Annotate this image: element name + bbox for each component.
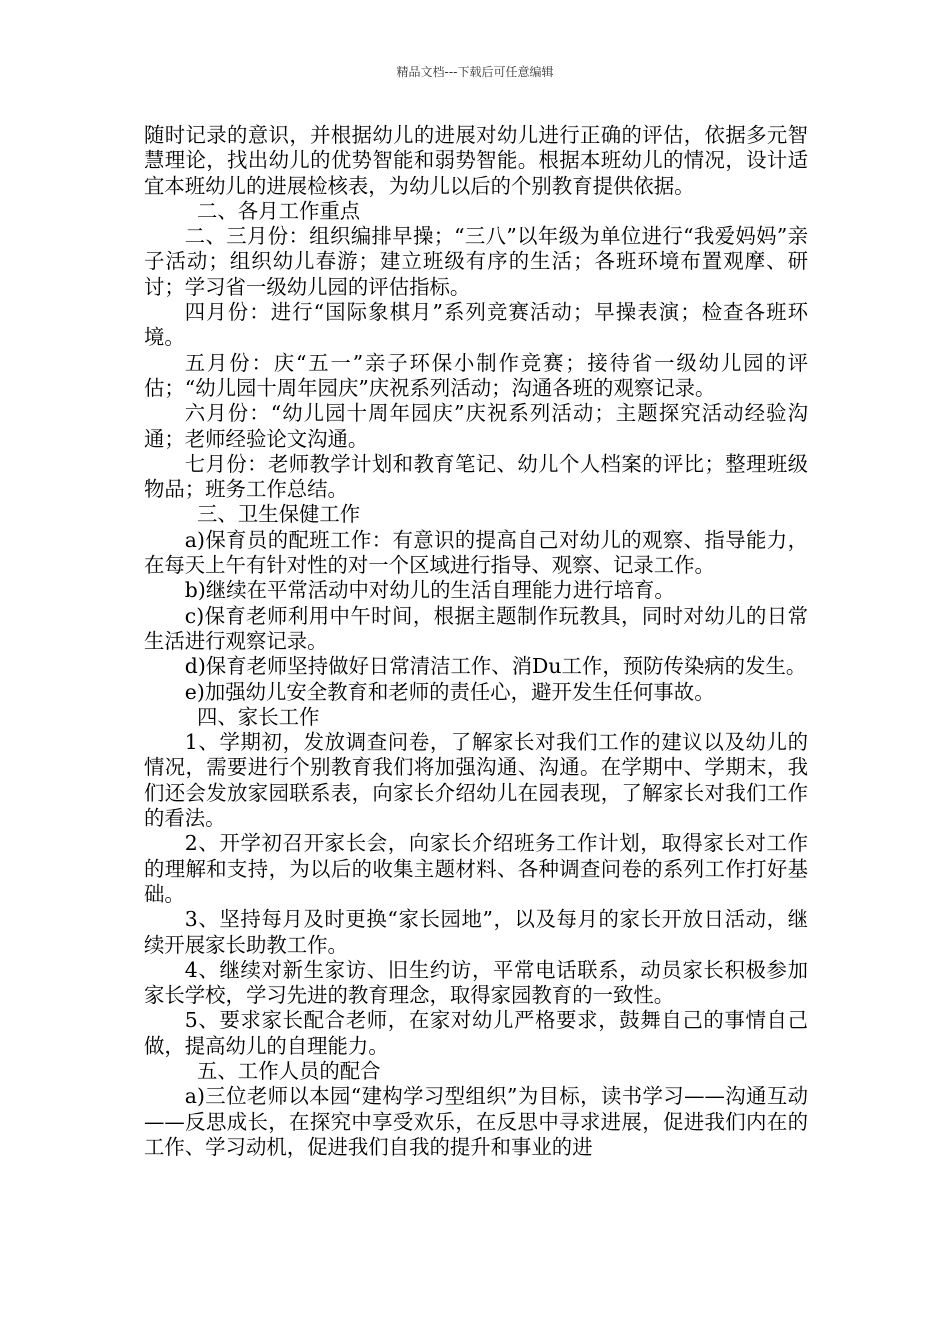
paragraph: b)继续在平常活动中对幼儿的生活自理能力进行培育。 — [184, 578, 675, 603]
paragraph: 二、三月份：组织编排早操；“三八”以年级为单位进行“我爱妈妈”亲子活动；组织幼儿春游；建立班级有序的生活；各班环境布置观摩、研讨；学习省一级幼儿园的评估指标。 — [144, 224, 808, 299]
paragraph: 4、继续对新生家访、旧生约访，平常电话联系，动员家长积极参加家长学校，学习先进的教育理念，取得家园教育的一致性。 — [144, 957, 808, 1008]
paragraph: 六月份：“幼儿园十周年园庆”庆祝系列活动；主题探究活动经验沟通；老师经验论文沟通。 — [144, 401, 808, 451]
paragraph: a)保育员的配班工作：有意识的提高自己对幼儿的观察、指导能力，在每天上午有针对性的对一个区域进行指导、观察、记录工作。 — [144, 527, 808, 578]
section-heading: 五、工作人员的配合 — [197, 1058, 381, 1083]
section-heading: 四、家长工作 — [197, 704, 320, 729]
page-header: 精品文档---下载后可任意编辑 — [396, 65, 554, 79]
paragraph: 1、学期初，发放调查问卷，了解家长对我们工作的建议以及幼儿的情况，需要进行个别教育我们将加强沟通、沟通。在学期中、学期末，我们还会发放家园联系表，向家长介绍幼儿在园表现，了解家长对我们工作的看法。 — [144, 730, 808, 831]
paragraph: 七月份：老师教学计划和教育笔记、幼儿个人档案的评比；整理班级物品；班务工作总结。 — [144, 451, 808, 502]
paragraph: e)加强幼儿安全教育和老师的责任心，避开发生任何事故。 — [184, 679, 715, 704]
paragraph: 五月份：庆“五一”亲子环保小制作竞赛；接待省一级幼儿园的评估；“幼儿园十周年园庆”庆祝系列活动；沟通各班的观察记录。 — [144, 350, 808, 400]
paragraph: 3、坚持每月及时更换“家长园地”，以及每月的家长开放日活动，继续开展家长助教工作。 — [144, 907, 808, 957]
section-heading: 三、卫生保健工作 — [197, 502, 361, 527]
paragraph: d)保育老师坚持做好日常清洁工作、消Du工作，预防传染病的发生。 — [184, 654, 807, 679]
paragraph: 2、开学初召开家长会，向家长介绍班务工作计划，取得家长对工作的理解和支持，为以后的收集主题材料、各种调查问卷的系列工作打好基础。 — [144, 831, 808, 906]
paragraph: a)三位老师以本园“建构学习型组织”为目标，读书学习——沟通互动——反思成长，在探究中享受欢乐，在反思中寻求进展，促进我们内在的工作、学习动机，促进我们自我的提升和事业的进 — [144, 1084, 808, 1159]
paragraph: c)保育老师利用中午时间，根据主题制作玩教具，同时对幼儿的日常生活进行观察记录。 — [144, 603, 808, 653]
paragraph: 四月份：进行“国际象棋月”系列竞赛活动；早操表演；检查各班环境。 — [144, 300, 808, 350]
paragraph: 随时记录的意识，并根据幼儿的进展对幼儿进行正确的评估，依据多元智慧理论，找出幼儿的优势智能和弱势智能。根据本班幼儿的情况，设计适宜本班幼儿的进展检核表，为幼儿以后的个别教育提供依据。 — [144, 123, 808, 198]
section-heading: 二、各月工作重点 — [197, 198, 361, 223]
paragraph: 5、要求家长配合老师，在家对幼儿严格要求，鼓舞自己的事情自己做，提高幼儿的自理能力。 — [144, 1008, 808, 1058]
document-body — [144, 123, 808, 1160]
